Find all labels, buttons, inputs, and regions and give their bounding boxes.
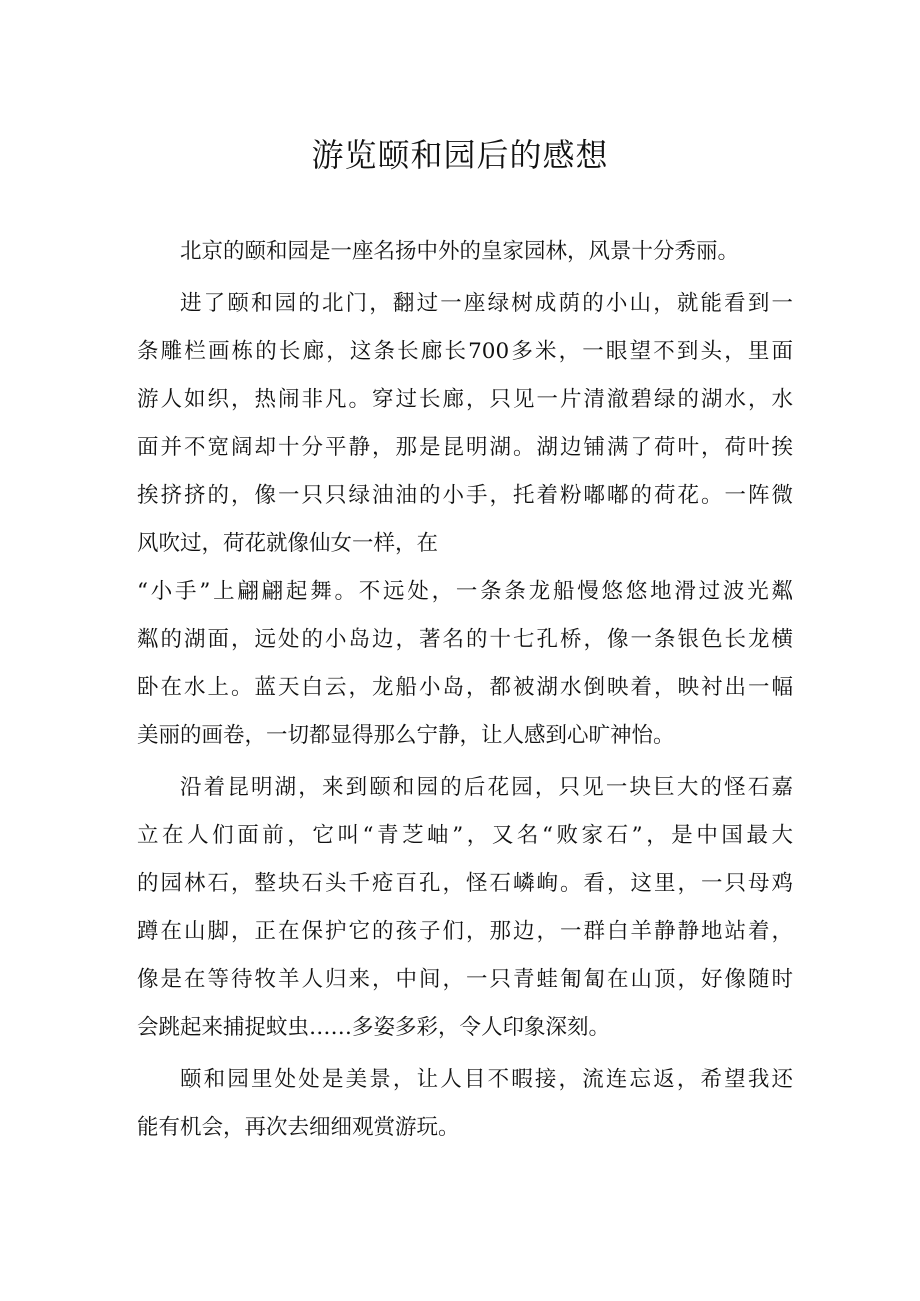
text-line: 立在人们面前，它叫“青芝岫”，又名“败家石”，是中国最大 <box>137 823 793 848</box>
text-line: 粼的湖面，远处的小岛边，著名的十七孔桥，像一条银色长龙横 <box>137 627 793 652</box>
document-body <box>137 228 793 1156</box>
text-line: 面并不宽阔却十分平静，那是昆明湖。湖边铺满了荷叶，荷叶挨 <box>137 435 793 460</box>
text-line: 条雕栏画栋的长廊，这条长廊长700多米，一眼望不到头，里面 <box>137 339 793 364</box>
text-line: 美丽的画卷，一切都显得那么宁静，让人感到心旷神怡。 <box>137 723 675 748</box>
text-line: 沿着昆明湖，来到颐和园的后花园，只见一块巨大的怪石嘉 <box>180 775 793 800</box>
text-line: 风吹过，荷花就像仙女一样，在 <box>137 531 439 556</box>
text-line: 卧在水上。蓝天白云，龙船小岛，都被湖水倒映着，映衬出一幅 <box>137 675 793 700</box>
paragraph-4 <box>137 1056 793 1152</box>
text-line: 会跳起来捕捉蚊虫……多姿多彩，令人印象深刻。 <box>137 1015 611 1040</box>
paragraph-3 <box>137 764 793 1052</box>
document-title: 游览颐和园后的感想 <box>311 136 609 174</box>
paragraph-1 <box>137 228 793 276</box>
text-line: 颐和园里处处是美景，让人目不暇接，流连忘返，希望我还 <box>180 1067 793 1092</box>
text-line: 的园林石，整块石头千疮百孔，怪石嶙峋。看，这里，一只母鸡 <box>137 871 793 896</box>
text-line: 挨挤挤的，像一只只绿油油的小手，托着粉嘟嘟的荷花。一阵微 <box>137 483 793 508</box>
text-line: 进了颐和园的北门，翻过一座绿树成荫的小山，就能看到一 <box>180 291 793 316</box>
text-line: 北京的颐和园是一座名扬中外的皇家园林，风景十分秀丽。 <box>180 239 740 264</box>
text-line: “小手”上翩翩起舞。不远处，一条条龙船慢悠悠地滑过波光粼 <box>137 579 793 604</box>
text-line: 游人如织，热闹非凡。穿过长廊，只见一片清澈碧绿的湖水，水 <box>137 387 793 412</box>
paragraph-2 <box>137 280 793 760</box>
text-line: 像是在等待牧羊人归来，中间，一只青蛙匍匐在山顶，好像随时 <box>137 967 793 992</box>
text-line: 能有机会，再次去细细观赏游玩。 <box>137 1115 460 1140</box>
text-line: 蹲在山脚，正在保护它的孩子们，那边，一群白羊静静地站着， <box>137 919 793 944</box>
